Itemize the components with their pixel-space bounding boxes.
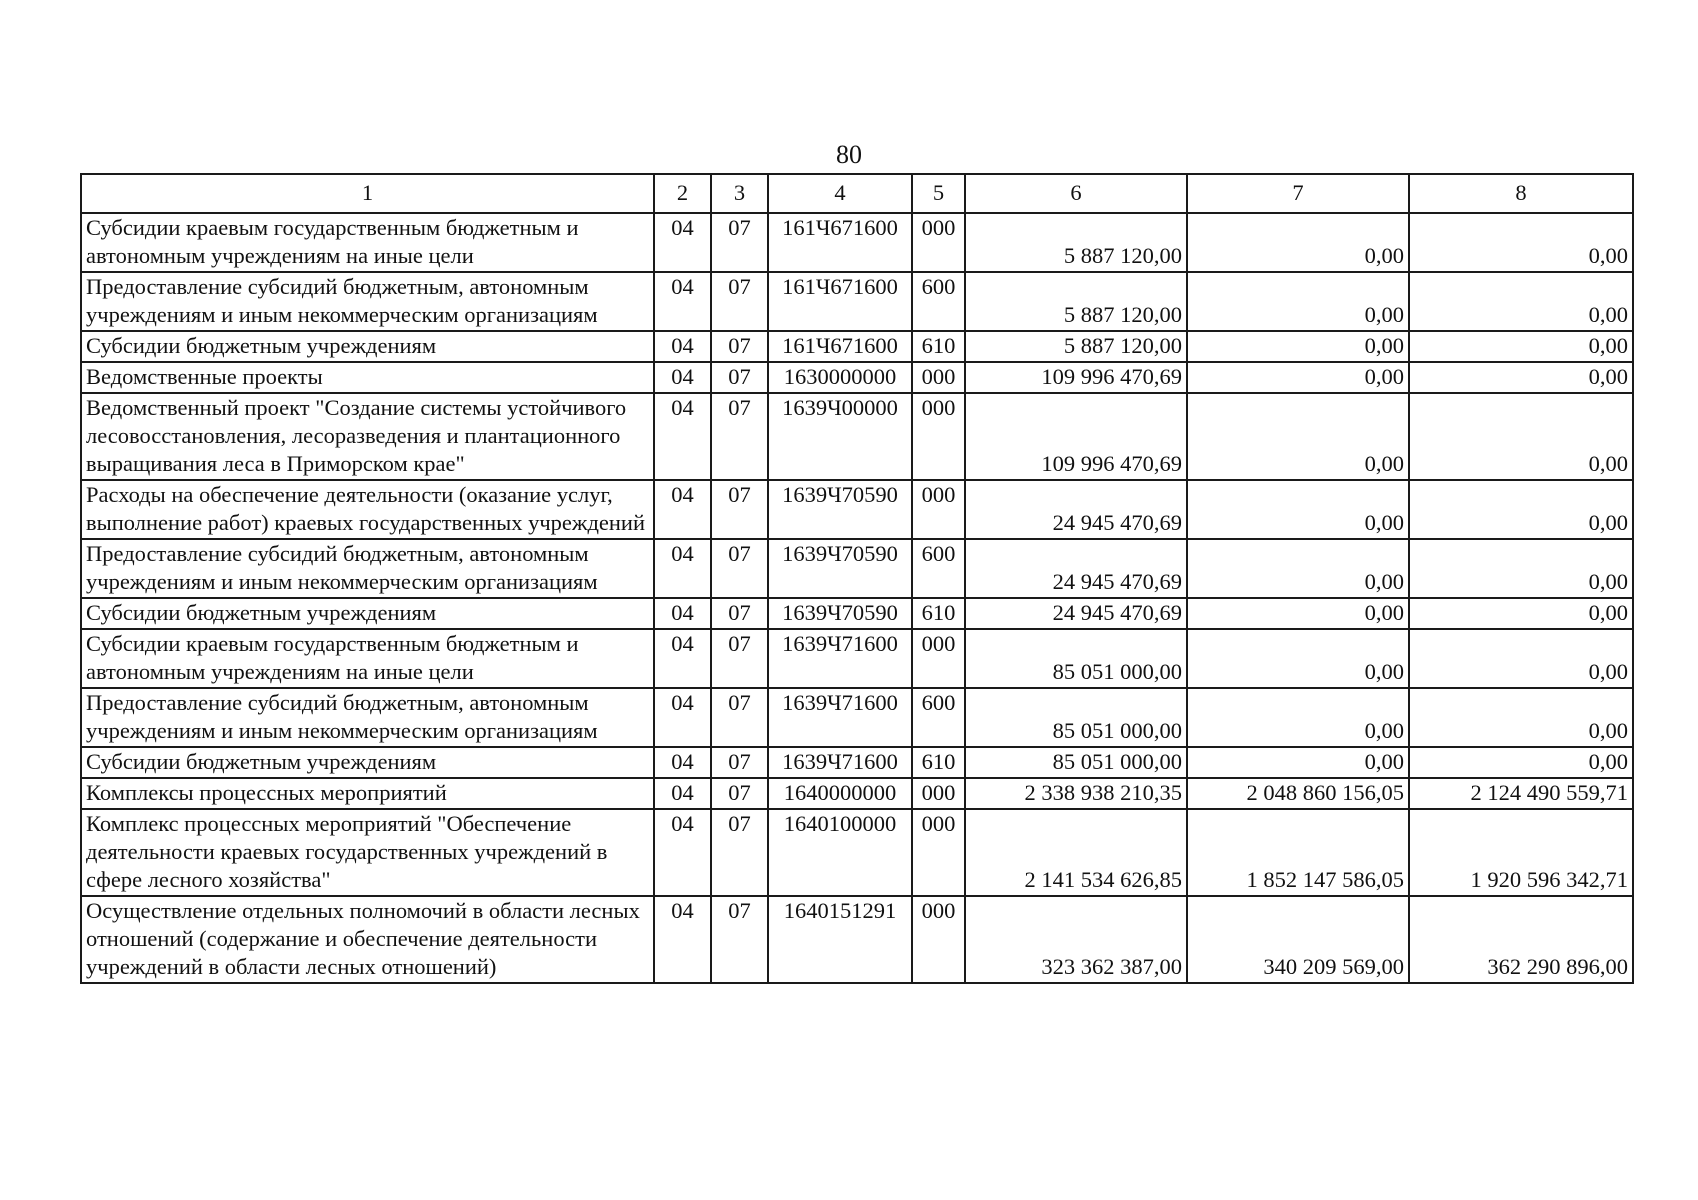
subsection-code-cell: 07 [711, 629, 768, 688]
column-header-4: 4 [768, 174, 912, 213]
subsection-code-cell: 07 [711, 272, 768, 331]
subsection-code-cell: 07 [711, 778, 768, 809]
subsection-code-cell: 07 [711, 896, 768, 983]
target-article-cell: 1639Ч71600 [768, 688, 912, 747]
amount-col8-cell: 0,00 [1409, 598, 1633, 629]
table-row [81, 362, 1633, 393]
row-name-cell: Субсидии краевым государственным бюджетным и автономным учреждениям на иные цели [81, 213, 654, 272]
amount-col6-cell: 323 362 387,00 [965, 896, 1187, 983]
subsection-code-cell: 07 [711, 331, 768, 362]
column-header-1: 1 [81, 174, 654, 213]
table-row [81, 272, 1633, 331]
section-code-cell: 04 [654, 362, 711, 393]
subsection-code-cell: 07 [711, 747, 768, 778]
expense-type-cell: 000 [912, 778, 965, 809]
amount-col7-cell: 0,00 [1187, 362, 1409, 393]
target-article-cell: 161Ч671600 [768, 272, 912, 331]
amount-col7-cell: 0,00 [1187, 393, 1409, 480]
amount-col8-cell: 2 124 490 559,71 [1409, 778, 1633, 809]
subsection-code-cell: 07 [711, 539, 768, 598]
amount-col6-cell: 85 051 000,00 [965, 688, 1187, 747]
expense-type-cell: 600 [912, 539, 965, 598]
column-header-3: 3 [711, 174, 768, 213]
row-name-cell: Предоставление субсидий бюджетным, автономным учреждениям и иным некоммерческим организациям [81, 539, 654, 598]
amount-col7-cell: 0,00 [1187, 747, 1409, 778]
section-code-cell: 04 [654, 896, 711, 983]
section-code-cell: 04 [654, 539, 711, 598]
subsection-code-cell: 07 [711, 393, 768, 480]
amount-col7-cell: 340 209 569,00 [1187, 896, 1409, 983]
target-article-cell: 1630000000 [768, 362, 912, 393]
target-article-cell: 1640151291 [768, 896, 912, 983]
section-code-cell: 04 [654, 778, 711, 809]
amount-col7-cell: 0,00 [1187, 688, 1409, 747]
expense-type-cell: 600 [912, 688, 965, 747]
amount-col7-cell: 2 048 860 156,05 [1187, 778, 1409, 809]
section-code-cell: 04 [654, 747, 711, 778]
amount-col6-cell: 109 996 470,69 [965, 362, 1187, 393]
row-name-cell: Расходы на обеспечение деятельности (оказание услуг, выполнение работ) краевых государственных учреждений [81, 480, 654, 539]
page-number: 80 [836, 140, 862, 169]
target-article-cell: 161Ч671600 [768, 213, 912, 272]
expense-type-cell: 000 [912, 809, 965, 896]
amount-col7-cell: 0,00 [1187, 539, 1409, 598]
amount-col7-cell: 0,00 [1187, 480, 1409, 539]
expense-type-cell: 000 [912, 480, 965, 539]
row-name-cell: Ведомственные проекты [81, 362, 654, 393]
target-article-cell: 1639Ч70590 [768, 598, 912, 629]
subsection-code-cell: 07 [711, 598, 768, 629]
table-row [81, 778, 1633, 809]
expense-type-cell: 000 [912, 393, 965, 480]
row-name-cell: Предоставление субсидий бюджетным, автономным учреждениям и иным некоммерческим организациям [81, 688, 654, 747]
section-code-cell: 04 [654, 629, 711, 688]
subsection-code-cell: 07 [711, 809, 768, 896]
amount-col7-cell: 0,00 [1187, 598, 1409, 629]
target-article-cell: 1639Ч70590 [768, 480, 912, 539]
amount-col6-cell: 2 338 938 210,35 [965, 778, 1187, 809]
amount-col6-cell: 5 887 120,00 [965, 272, 1187, 331]
amount-col8-cell: 0,00 [1409, 272, 1633, 331]
amount-col6-cell: 24 945 470,69 [965, 598, 1187, 629]
target-article-cell: 1640000000 [768, 778, 912, 809]
header-row [81, 174, 1633, 213]
row-name-cell: Осуществление отдельных полномочий в области лесных отношений (содержание и обеспечение деятельности учреждений в области лесных отношений) [81, 896, 654, 983]
amount-col8-cell: 0,00 [1409, 688, 1633, 747]
expense-type-cell: 000 [912, 362, 965, 393]
table-row [81, 480, 1633, 539]
amount-col8-cell: 0,00 [1409, 747, 1633, 778]
column-header-8: 8 [1409, 174, 1633, 213]
row-name-cell: Субсидии бюджетным учреждениям [81, 598, 654, 629]
expense-type-cell: 610 [912, 598, 965, 629]
amount-col8-cell: 0,00 [1409, 331, 1633, 362]
row-name-cell: Ведомственный проект "Создание системы устойчивого лесовосстановления, лесоразведения и плантационного выращивания леса в Приморском крае" [81, 393, 654, 480]
amount-col6-cell: 2 141 534 626,85 [965, 809, 1187, 896]
table-row [81, 688, 1633, 747]
table-row [81, 896, 1633, 983]
section-code-cell: 04 [654, 272, 711, 331]
amount-col6-cell: 109 996 470,69 [965, 393, 1187, 480]
row-name-cell: Комплексы процессных мероприятий [81, 778, 654, 809]
subsection-code-cell: 07 [711, 213, 768, 272]
amount-col6-cell: 24 945 470,69 [965, 539, 1187, 598]
section-code-cell: 04 [654, 480, 711, 539]
expense-type-cell: 600 [912, 272, 965, 331]
budget-table [80, 173, 1634, 984]
table-row [81, 629, 1633, 688]
table-row [81, 213, 1633, 272]
section-code-cell: 04 [654, 688, 711, 747]
amount-col8-cell: 0,00 [1409, 480, 1633, 539]
amount-col8-cell: 0,00 [1409, 539, 1633, 598]
amount-col6-cell: 24 945 470,69 [965, 480, 1187, 539]
table-body [81, 174, 1633, 983]
table-row [81, 747, 1633, 778]
amount-col8-cell: 362 290 896,00 [1409, 896, 1633, 983]
amount-col6-cell: 85 051 000,00 [965, 747, 1187, 778]
row-name-cell: Субсидии краевым государственным бюджетным и автономным учреждениям на иные цели [81, 629, 654, 688]
column-header-6: 6 [965, 174, 1187, 213]
amount-col8-cell: 1 920 596 342,71 [1409, 809, 1633, 896]
table-row [81, 331, 1633, 362]
table-row [81, 393, 1633, 480]
subsection-code-cell: 07 [711, 480, 768, 539]
row-name-cell: Комплекс процессных мероприятий "Обеспечение деятельности краевых государственных учреждений в сфере лесного хозяйства" [81, 809, 654, 896]
amount-col7-cell: 0,00 [1187, 213, 1409, 272]
section-code-cell: 04 [654, 598, 711, 629]
table-row [81, 598, 1633, 629]
amount-col8-cell: 0,00 [1409, 213, 1633, 272]
target-article-cell: 1639Ч71600 [768, 747, 912, 778]
amount-col6-cell: 5 887 120,00 [965, 331, 1187, 362]
amount-col8-cell: 0,00 [1409, 393, 1633, 480]
target-article-cell: 1639Ч70590 [768, 539, 912, 598]
amount-col7-cell: 1 852 147 586,05 [1187, 809, 1409, 896]
amount-col8-cell: 0,00 [1409, 362, 1633, 393]
column-header-5: 5 [912, 174, 965, 213]
table-row [81, 809, 1633, 896]
target-article-cell: 1639Ч71600 [768, 629, 912, 688]
table-row [81, 539, 1633, 598]
section-code-cell: 04 [654, 393, 711, 480]
expense-type-cell: 000 [912, 213, 965, 272]
expense-type-cell: 610 [912, 747, 965, 778]
section-code-cell: 04 [654, 213, 711, 272]
target-article-cell: 161Ч671600 [768, 331, 912, 362]
column-header-7: 7 [1187, 174, 1409, 213]
target-article-cell: 1640100000 [768, 809, 912, 896]
section-code-cell: 04 [654, 809, 711, 896]
target-article-cell: 1639Ч00000 [768, 393, 912, 480]
expense-type-cell: 610 [912, 331, 965, 362]
amount-col7-cell: 0,00 [1187, 331, 1409, 362]
amount-col7-cell: 0,00 [1187, 629, 1409, 688]
row-name-cell: Субсидии бюджетным учреждениям [81, 331, 654, 362]
section-code-cell: 04 [654, 331, 711, 362]
subsection-code-cell: 07 [711, 362, 768, 393]
column-header-2: 2 [654, 174, 711, 213]
amount-col8-cell: 0,00 [1409, 629, 1633, 688]
subsection-code-cell: 07 [711, 688, 768, 747]
expense-type-cell: 000 [912, 896, 965, 983]
row-name-cell: Субсидии бюджетным учреждениям [81, 747, 654, 778]
row-name-cell: Предоставление субсидий бюджетным, автономным учреждениям и иным некоммерческим организациям [81, 272, 654, 331]
amount-col6-cell: 85 051 000,00 [965, 629, 1187, 688]
amount-col7-cell: 0,00 [1187, 272, 1409, 331]
amount-col6-cell: 5 887 120,00 [965, 213, 1187, 272]
expense-type-cell: 000 [912, 629, 965, 688]
